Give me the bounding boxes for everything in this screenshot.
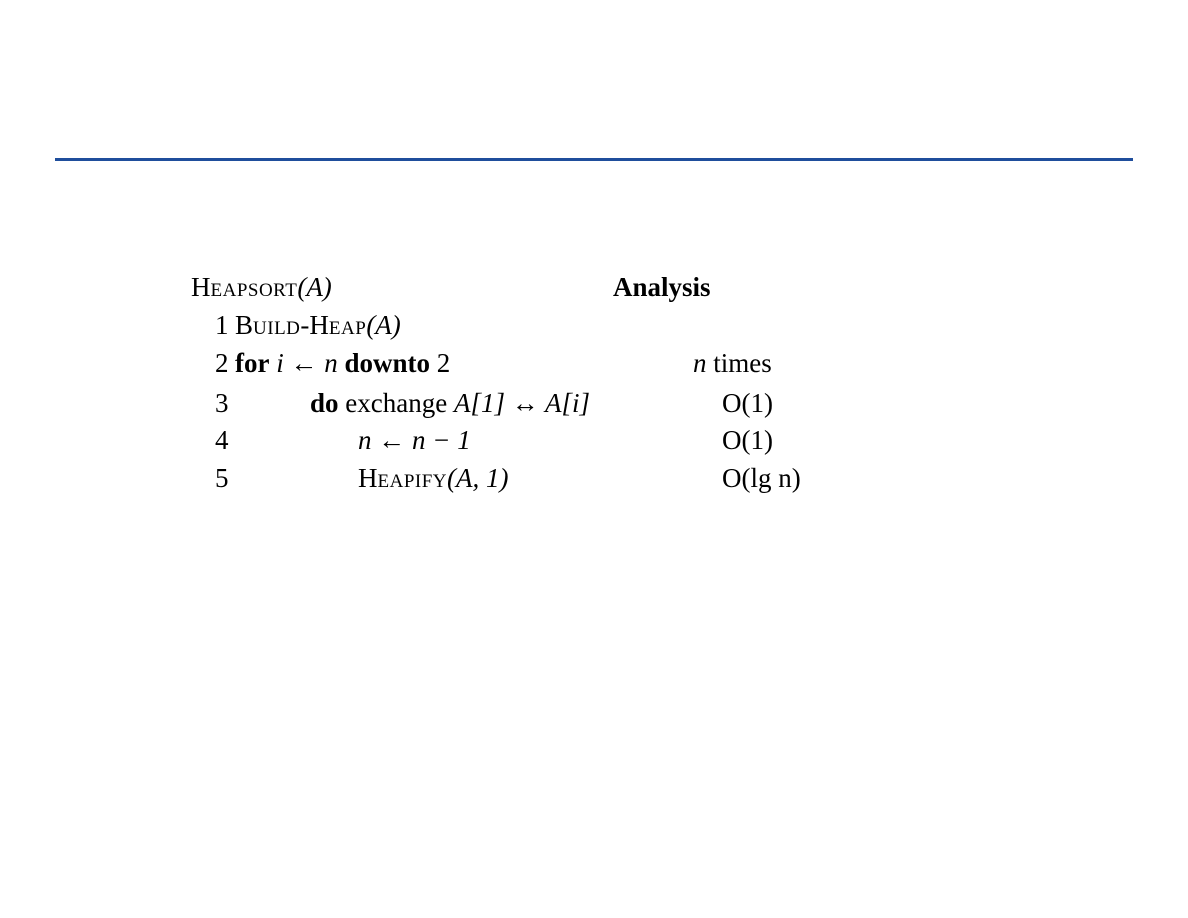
build-heap-rest-uild: UILD <box>253 318 301 339</box>
algorithm-signature <box>191 274 332 301</box>
build-heap-cap-b: B <box>235 310 254 340</box>
algorithm-name-rest: EAPSORT <box>210 280 298 301</box>
loop-end: 2 <box>436 348 451 378</box>
algorithm-args: (A) <box>297 272 332 302</box>
build-heap-cap-h: H <box>309 310 329 340</box>
keyword-do: do <box>310 388 339 418</box>
assign-arrow: ← <box>290 348 318 378</box>
exchange-text: exchange <box>345 388 448 418</box>
analysis-header: Analysis <box>613 272 711 302</box>
code-line-1 <box>235 312 401 339</box>
code-line-4: n ← n − 1 <box>358 425 471 455</box>
cost-line-5: O(lg n) <box>722 463 801 493</box>
loop-variable: i <box>276 348 284 378</box>
line-number: 3 <box>215 388 229 418</box>
code-line-2 <box>235 350 450 377</box>
keyword-for: for <box>235 348 270 378</box>
cost-line-3: O(1) <box>722 388 773 418</box>
build-heap-args: (A) <box>366 310 401 340</box>
code-line-3 <box>310 390 590 417</box>
line-number: 2 <box>215 348 229 378</box>
cost-line-2 <box>693 350 772 377</box>
line-number: 4 <box>215 425 229 455</box>
cost-line-4: O(1) <box>722 425 773 455</box>
heapify-cap-h: H <box>358 463 378 493</box>
loop-start: n <box>324 348 338 378</box>
cost-variable: n <box>693 348 707 378</box>
heapify-args: (A, 1) <box>447 463 509 493</box>
keyword-downto: downto <box>344 348 431 378</box>
line-number: 5 <box>215 463 229 493</box>
exchange-expression: A[1] ↔ A[i] <box>453 388 590 418</box>
build-heap-rest-eap: EAP <box>328 318 367 339</box>
code-line-5 <box>358 465 509 492</box>
heapify-rest: EAPIFY <box>377 471 448 492</box>
build-heap-dash: - <box>300 310 310 340</box>
cost-times: times <box>713 348 772 378</box>
algorithm-name-cap: H <box>191 272 211 302</box>
line-number: 1 <box>215 310 229 340</box>
